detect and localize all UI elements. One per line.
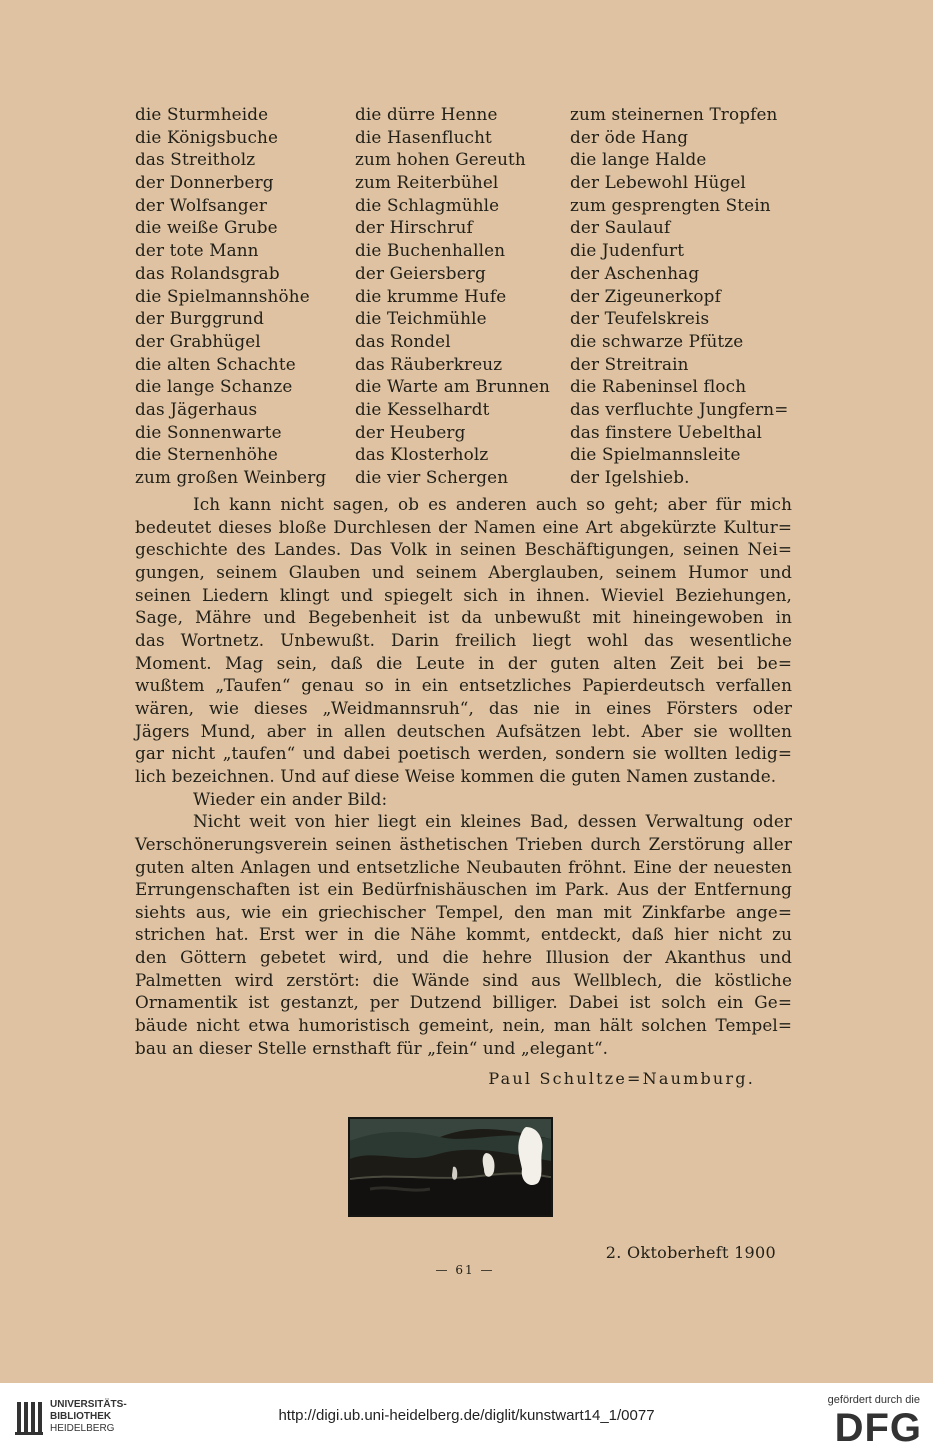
text-line: bedeutet dieses bloße Durchlesen der Namen eine Art abgekürzte Kultur= xyxy=(135,516,792,537)
place-name-cell: das verfluchte Jungfern= xyxy=(570,398,789,419)
place-name-cell: der tote Mann xyxy=(135,240,259,261)
paragraph-another-picture: Wieder ein ander Bild: xyxy=(193,788,388,809)
place-name-cell: der öde Hang xyxy=(570,126,689,147)
text-line: gungen, seinem Glauben und seinem Aberglauben, seinem Humor und xyxy=(135,561,792,582)
place-name-cell: der Lebewohl Hügel xyxy=(570,172,746,193)
funding-note: gefördert durch die xyxy=(827,1394,920,1406)
place-name-cell: der Geiersberg xyxy=(355,262,486,283)
place-name-cell: der Igelshieb. xyxy=(570,467,690,487)
text-line: Jägers Mund, aber in allen deutschen Aufsätzen lebt. Aber sie wollten xyxy=(135,720,792,741)
text-line: das Wortnetz. Unbewußt. Darin freilich liegt wohl das wesentliche xyxy=(135,629,792,650)
place-name-cell: der Donnerberg xyxy=(135,172,274,193)
text-line: Palmetten wird zerstört: die Wände sind aus Wellblech, die köstliche xyxy=(135,969,792,990)
place-name-cell: zum gesprengten Stein xyxy=(570,194,771,215)
place-name-cell: die vier Schergen xyxy=(355,467,509,487)
issue-label: 2. Oktoberheft 1900 xyxy=(605,1243,776,1262)
place-name-cell: die alten Schachte xyxy=(135,353,296,374)
library-name-line3: HEIDELBERG xyxy=(50,1423,115,1434)
place-name-cell: der Wolfsanger xyxy=(135,194,268,215)
place-name-cell: der Zigeunerkopf xyxy=(570,285,721,306)
text-line: wären, wie dieses „Weidmannsruh“, das nie in eines Försters oder xyxy=(135,697,792,718)
text-line: Ich kann nicht sagen, ob es anderen auch so geht; aber für mich xyxy=(193,494,792,514)
place-names-table xyxy=(135,103,790,489)
place-name-cell: die lange Halde xyxy=(570,149,707,170)
library-logo-icon xyxy=(15,1398,43,1438)
place-name-cell: der Streitrain xyxy=(570,353,689,374)
place-name-cell: die Buchenhallen xyxy=(355,240,506,261)
place-name-cell: zum großen Weinberg xyxy=(135,467,327,487)
paragraph-names-reflection xyxy=(135,493,792,788)
page-number: — 61 — xyxy=(435,1263,495,1277)
place-name-cell: die weiße Grube xyxy=(135,217,278,238)
place-name-cell: das Streitholz xyxy=(135,149,256,170)
place-name-cell: zum hohen Gereuth xyxy=(355,149,526,170)
text-line: Moment. Mag sein, daß die Leute in der guten alten Zeit bei be= xyxy=(135,652,792,673)
place-name-cell: der Burggrund xyxy=(135,308,265,329)
place-name-cell: die dürre Henne xyxy=(355,104,498,124)
place-name-cell: die lange Schanze xyxy=(135,376,293,397)
text-line: seinen Liedern klingt und spiegelt sich in ihnen. Wieviel Beziehungen, xyxy=(135,584,792,605)
text-line: gar nicht „taufen“ und dabei poetisch werden, sondern sie wollten ledig= xyxy=(135,743,792,764)
place-name-cell: die Sonnenwarte xyxy=(135,421,282,442)
source-url[interactable]: http://digi.ub.uni-heidelberg.de/diglit/kunstwart14_1/0077 xyxy=(278,1407,655,1424)
place-name-cell: die Spielmannsleite xyxy=(570,444,741,465)
place-name-cell: der Hirschruf xyxy=(355,217,473,238)
article-body xyxy=(135,493,792,1059)
paragraph-bathhouse xyxy=(135,810,792,1059)
place-name-cell: die Spielmannshöhe xyxy=(135,285,310,306)
text-line: den Göttern gebetet wird, und die hehre Illusion der Akanthus und xyxy=(135,947,792,968)
text-line: Verschönerungsverein seinen ästhetischen Trieben durch Zerstörung aller xyxy=(135,833,792,854)
place-name-cell: die Warte am Brunnen xyxy=(355,376,550,397)
text-line: guten alten Anlagen und entsetzliche Neubauten fröhnt. Eine der neuesten xyxy=(135,856,792,877)
text-line: siehts aus, wie ein griechischer Tempel, den man mit Zinkfarbe ange= xyxy=(135,901,792,922)
vignette-illustration xyxy=(348,1117,553,1217)
place-name-cell: der Heuberg xyxy=(355,421,466,442)
text-line: geschichte des Landes. Das Volk in seinen Beschäftigungen, seinen Nei= xyxy=(135,539,792,560)
place-name-cell: die Teichmühle xyxy=(355,308,487,329)
place-name-cell: die Schlagmühle xyxy=(355,194,500,215)
footer-bar xyxy=(0,1383,933,1453)
place-name-cell: die krumme Hufe xyxy=(355,285,507,306)
place-name-cell: die Kesselhardt xyxy=(355,398,490,419)
place-name-cell: das Rondel xyxy=(355,330,451,351)
place-name-cell: das Jägerhaus xyxy=(135,398,258,419)
place-name-cell: der Teufelskreis xyxy=(570,308,710,329)
text-line: Errungenschaften ist ein Bedürfnishäuschen im Park. Aus der Entfernung xyxy=(135,879,792,900)
place-name-cell: das Räuberkreuz xyxy=(355,353,503,374)
place-name-cell: zum Reiterbühel xyxy=(355,172,499,193)
text-line: lich bezeichnen. Und auf diese Weise kommen die guten Namen zustande. xyxy=(135,765,777,786)
place-name-cell: der Grabhügel xyxy=(135,330,261,351)
place-name-cell: die Sternenhöhe xyxy=(135,444,279,465)
text-line: Ornamentik ist gestanzt, per Dutzend billiger. Dabei ist solch ein Ge= xyxy=(135,992,792,1013)
place-name-cell: die Judenfurt xyxy=(570,240,685,261)
place-name-cell: die Rabeninsel floch xyxy=(570,376,747,397)
place-name-cell: die Hasenflucht xyxy=(355,126,492,147)
library-name-line2: BIBLIOTHEK xyxy=(50,1411,112,1422)
place-name-cell: das Klosterholz xyxy=(355,444,489,465)
text-line: Nicht weit von hier liegt ein kleines Bad, dessen Verwaltung oder xyxy=(193,811,792,832)
text-line: bau an dieser Stelle ernsthaft für „fein“ und „elegant“. xyxy=(135,1037,609,1058)
place-name-cell: das finstere Uebelthal xyxy=(570,421,762,442)
place-name-cell: der Saulauf xyxy=(570,217,671,238)
place-name-cell: die schwarze Pfütze xyxy=(570,330,744,351)
text-line: Sage, Mähre und Begebenheit ist da unbewußt mit hineingewoben in xyxy=(135,607,792,628)
library-name-line1: UNIVERSITÄTS- xyxy=(50,1399,127,1410)
place-name-cell: das Rolandsgrab xyxy=(135,262,280,283)
text-line: bäude nicht etwa humoristisch gemeint, nein, man hält solchen Tempel= xyxy=(135,1015,792,1036)
text-line: strichen hat. Erst wer in die Nähe kommt, entdeckt, daß hier nicht zu xyxy=(135,924,792,945)
place-name-cell: die Sturmheide xyxy=(135,104,269,124)
place-name-cell: die Königsbuche xyxy=(135,126,279,147)
dfg-logo: DFG xyxy=(834,1406,922,1450)
place-name-cell: der Aschenhag xyxy=(570,262,700,283)
author-signature: Paul Schultze=Naumburg. xyxy=(488,1069,755,1088)
text-line: wußtem „Taufen“ genau so in ein entsetzliches Papierdeutsch verfallen xyxy=(135,675,792,696)
place-name-cell: zum steinernen Tropfen xyxy=(570,104,778,124)
library-name xyxy=(50,1399,127,1435)
